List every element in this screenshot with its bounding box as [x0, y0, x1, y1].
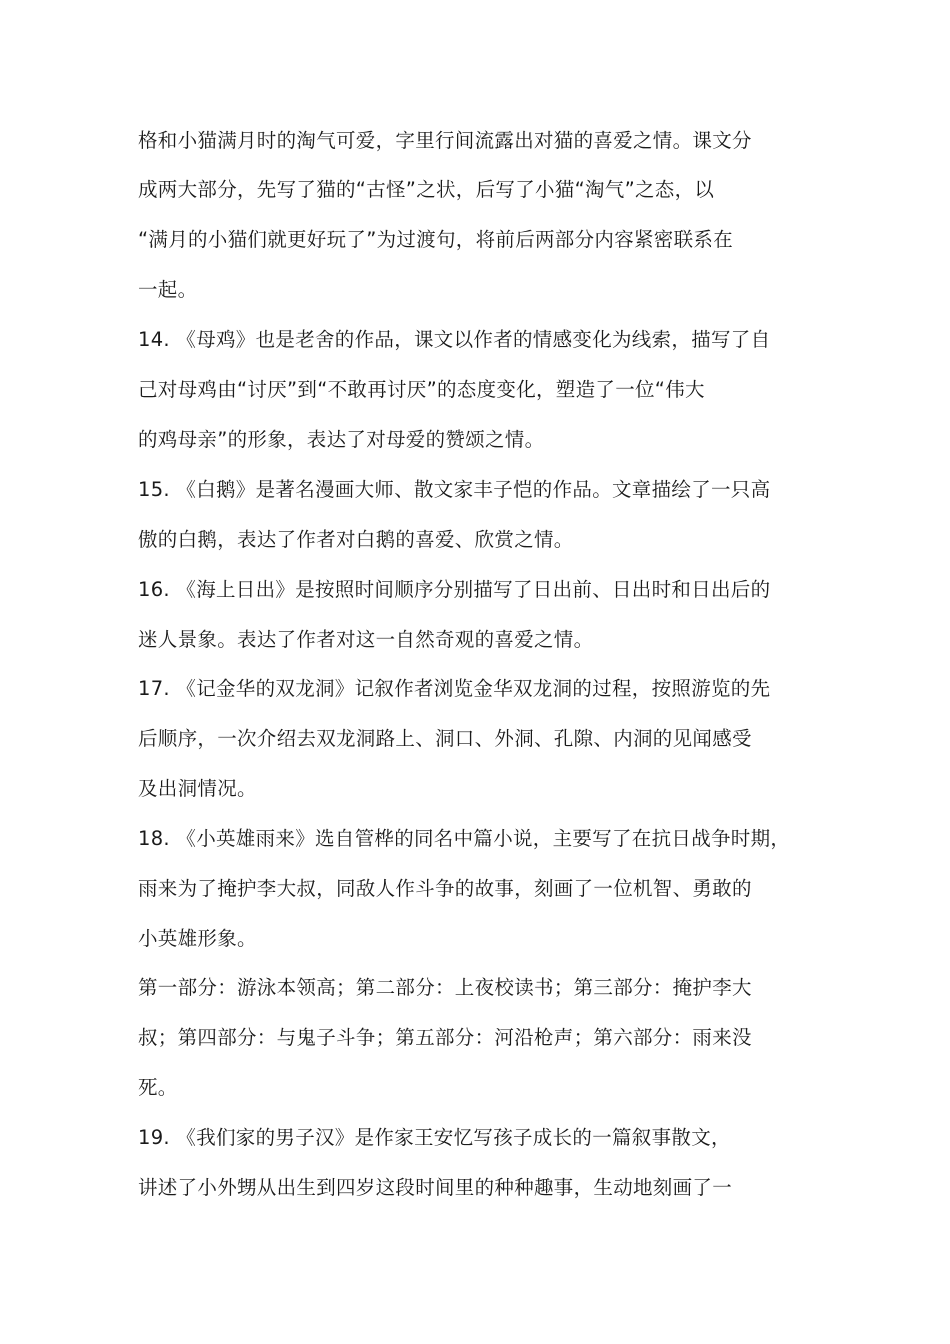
text-line: 一起。 [138, 278, 198, 301]
list-item-18: 18. 《小英雄雨来》选自管桦的同名中篇小说，主要写了在抗日战争时期， [138, 827, 791, 850]
text-line: 成两大部分，先写了猫的“古怪”之状，后写了小猫“淘气”之态，以 [138, 178, 715, 201]
text-line: 傲的白鹅，表达了作者对白鹅的喜爱、欣赏之情。 [138, 528, 574, 551]
list-item-19: 19. 《我们家的男子汉》是作家王安忆写孩子成长的一篇叙事散文， [138, 1126, 731, 1149]
text-line: 第一部分：游泳本领高；第二部分：上夜校读书；第三部分：掩护李大 [138, 976, 752, 999]
text-line: 雨来为了掩护李大叔，同敌人作斗争的故事，刻画了一位机智、勇敢的 [138, 877, 752, 900]
text-line: 后顺序，一次介绍去双龙洞路上、洞口、外洞、孔隙、内洞的见闻感受 [138, 727, 752, 750]
text-line: 讲述了小外甥从出生到四岁这段时间里的种种趣事，生动地刻画了一 [138, 1176, 733, 1199]
text-line: 迷人景象。表达了作者对这一自然奇观的喜爱之情。 [138, 628, 594, 651]
list-item-16: 16. 《海上日出》是按照时间顺序分别描写了日出前、日出时和日出后的 [138, 578, 771, 601]
text-line: 及出洞情况。 [138, 777, 257, 800]
list-item-14: 14. 《母鸡》也是老舍的作品，课文以作者的情感变化为线索，描写了自 [138, 328, 771, 351]
text-line: 小英雄形象。 [138, 927, 257, 950]
text-line: 死。 [138, 1076, 178, 1099]
text-line: “满月的小猫们就更好玩了”为过渡句，将前后两部分内容紧密联系在 [138, 228, 734, 251]
list-item-15: 15. 《白鹅》是著名漫画大师、散文家丰子恺的作品。文章描绘了一只高 [138, 478, 771, 501]
text-line: 格和小猫满月时的淘气可爱，字里行间流露出对猫的喜爱之情。课文分 [138, 129, 752, 152]
list-item-17: 17. 《记金华的双龙洞》记叙作者浏览金华双龙洞的过程，按照游览的先 [138, 677, 771, 700]
text-line: 的鸡母亲”的形象，表达了对母爱的赞颂之情。 [138, 428, 545, 451]
text-line: 叔；第四部分：与鬼子斗争；第五部分：河沿枪声；第六部分：雨来没 [138, 1026, 752, 1049]
text-line: 己对母鸡由“讨厌”到“不敢再讨厌”的态度变化，塑造了一位“伟大 [138, 378, 705, 401]
